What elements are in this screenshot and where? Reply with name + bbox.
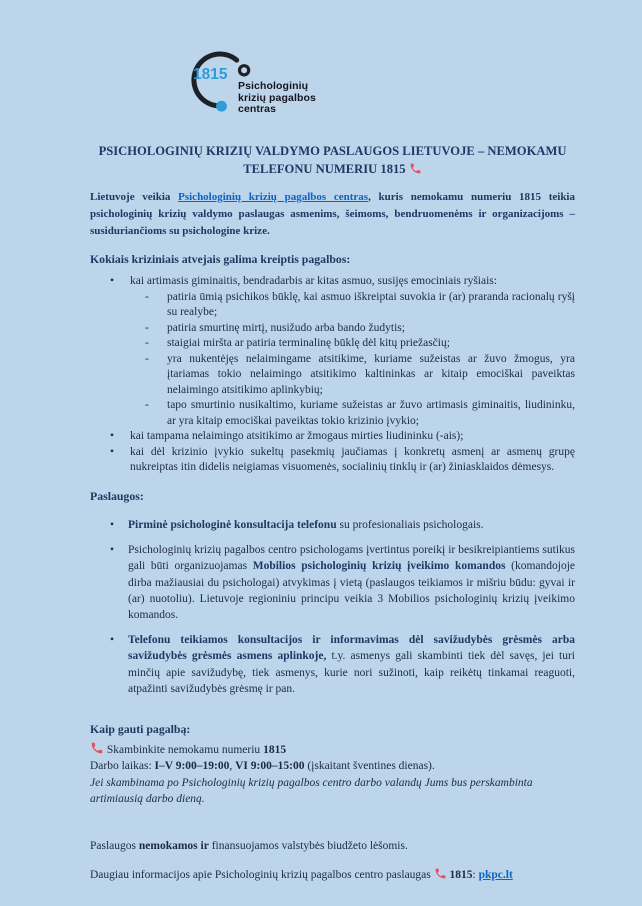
dash-marker: -	[145, 290, 149, 303]
logo-name-line: centras	[238, 103, 277, 115]
logo-ring-icon	[240, 66, 249, 75]
logo-number: 1815	[193, 66, 228, 83]
bullet-marker: •	[110, 430, 115, 443]
phone-icon	[434, 867, 447, 880]
phone-icon	[90, 741, 104, 755]
bullet-marker: •	[110, 518, 115, 531]
bullet-marker: •	[110, 275, 115, 288]
funding-line	[90, 838, 575, 855]
funding-bold: nemokamos ir	[138, 839, 209, 852]
service-item	[90, 517, 575, 533]
dash-marker: -	[145, 352, 149, 365]
call-text: Skambinkite nemokamu numeriu	[106, 743, 264, 756]
intro-post: , kuris nemokamu numeriu 1815 teikia psichologinių krizių valdymo paslaugas asmenims, šeimoms, bendruomenėms ir organizacijoms – susiduriančioms su psichologine krize.	[90, 191, 575, 237]
list-item-text: kai dėl krizinio įvykio sukeltų pasekmių jaučiamas į konkretų asmenį ar asmenų grupę nukreiptas itin didelis neigiamas visuomenės, socialinių tinklų ir (ar) žiniasklaidos dėmesys.	[130, 445, 575, 474]
logo-dot-icon	[216, 101, 227, 112]
page-title	[90, 143, 575, 178]
page-title-line2-text: TELEFONU NUMERIU 1815	[243, 161, 406, 176]
hours-separator: ,	[229, 760, 236, 773]
pkpc-link[interactable]: pkpc.lt	[478, 869, 513, 882]
bullet-marker: •	[110, 445, 115, 458]
service-text: (komandojoje dirba mažiausiai du psichologai) atvykimas į vietą (paslaugos teikiamos ir mišriu būdu: gyvai ir (ar) nuotoliu). Lietuvoje regioniniu principu veikia 3 Mobilios psichologinių krizių įveikimo komandos.	[128, 560, 575, 621]
service-bold: Mobilios psichologinių krizių įveikimo komandos	[252, 560, 506, 573]
intro-paragraph	[90, 189, 575, 239]
list-item-text: kai artimasis giminaitis, bendradarbis ar kitas asmuo, susijęs emociniais ryšiais:	[130, 275, 497, 288]
hours-weekdays: I–V 9:00–19:00	[154, 760, 230, 773]
page-title-line1: PSICHOLOGINIŲ KRIZIŲ VALDYMO PASLAUGOS LIETUVOJE – NEMOKAMU	[98, 144, 567, 158]
service-bold: Pirminė psichologinė konsultacija telefonu	[128, 518, 337, 531]
intro-pre: Lietuvoje veikia	[90, 191, 179, 203]
list-item-text: patiria smurtinę mirtį, nusižudo arba bando žudytis;	[167, 321, 405, 334]
list-item	[90, 336, 575, 352]
phone-icon	[409, 162, 422, 175]
bullet-marker: •	[110, 634, 115, 647]
service-item	[90, 632, 575, 697]
list-item	[90, 290, 575, 321]
list-item-text: staigiai miršta ar patiria terminalinę būklę dėl kitų priežasčių;	[167, 337, 450, 350]
dash-marker: -	[145, 321, 149, 334]
service-item	[90, 542, 575, 623]
cases-list	[90, 274, 575, 476]
logo-name-line: Psichologinių	[238, 80, 309, 92]
list-item	[90, 445, 575, 476]
call-line	[90, 741, 575, 759]
call-number: 1815	[263, 743, 287, 756]
service-text: Psichologinių krizių pagalbos centro psichologams įvertintus poreikį ir besikreipiantiems sutikus gali būti organizuojamas	[128, 544, 575, 573]
section-heading-how: Kaip gauti pagalbą:	[90, 721, 191, 736]
list-item	[90, 274, 575, 290]
service-bold: Telefonu teikiamos konsultacijos ir informavimas dėl savižudybės grėsmės arba savižudybės grėsmės asmens aplinkoje,	[128, 634, 575, 663]
list-item-text: kai tampama nelaimingo atsitikimo ar žmogaus mirties liudininku (-ais);	[130, 430, 464, 443]
more-info-colon: :	[472, 869, 479, 882]
after-hours-note: Jei skambinama po Psichologinių krizių pagalbos centro darbo valandų Jums bus perskambinta artimiausią darbo dieną.	[90, 776, 533, 806]
more-info-line	[90, 867, 575, 884]
dash-marker: -	[145, 337, 149, 350]
list-item	[90, 429, 575, 445]
list-item	[90, 321, 575, 337]
hours-label: Darbo laikas:	[90, 760, 155, 773]
more-info-pre: Daugiau informacijos apie Psichologinių krizių pagalbos centro paslaugas	[90, 869, 434, 882]
list-item-text: patiria ūmią psichikos būklę, kai asmuo iškreiptai suvokia ir (ar) praranda racionalų ryšį su realybe;	[167, 290, 575, 319]
hours-saturday: VI 9:00–15:00	[235, 760, 305, 773]
service-text: su profesionaliais psichologais.	[336, 518, 484, 531]
logo-name-line: krizių pagalbos	[238, 91, 316, 104]
section-heading-cases: Kokiais kriziniais atvejais galima kreiptis pagalbos:	[90, 252, 351, 267]
intro-link[interactable]: Psichologinių krizių pagalbos centras	[178, 191, 369, 203]
service-text: t.y. asmenys gali skambinti tiek dėl savęs, jei turi minčių apie savižudybę, tiek asmenys, kurie nori sužinoti, kaip reikėtų tinkamai reaguoti, atpažinti savižudybės grėsmę ir pan.	[128, 650, 575, 695]
logo-name	[238, 81, 316, 116]
hours-note: (įskaitant šventines dienas).	[304, 760, 435, 773]
funding-post: finansuojamos valstybės biudžeto lėšomis.	[208, 839, 408, 852]
dash-marker: -	[145, 399, 149, 412]
list-item-text: yra nukentėjęs nelaimingame atsitikime, kuriame sužeistas ar žuvo žmogus, yra įtariamas tokio nelaimingo atsitikimo kaltininkas ar kitaip emociškai paveiktas nelaimingo atsitikimo aplinkybių;	[167, 352, 575, 396]
more-info-number: 1815	[449, 869, 473, 882]
list-item-text: tapo smurtinio nusikaltimo, kuriame sužeistas ar žuvo artimasis giminaitis, liudininku, ar yra kitaip emociškai paveiktas tokio krizinio įvykio;	[167, 399, 575, 427]
list-item	[90, 352, 575, 399]
section-heading-services: Paslaugos:	[90, 488, 144, 503]
working-hours	[90, 758, 575, 775]
logo	[90, 0, 575, 130]
bullet-marker: •	[110, 544, 115, 557]
funding-pre: Paslaugos	[90, 839, 139, 852]
list-item	[90, 398, 575, 429]
page-title-line2	[90, 161, 575, 179]
